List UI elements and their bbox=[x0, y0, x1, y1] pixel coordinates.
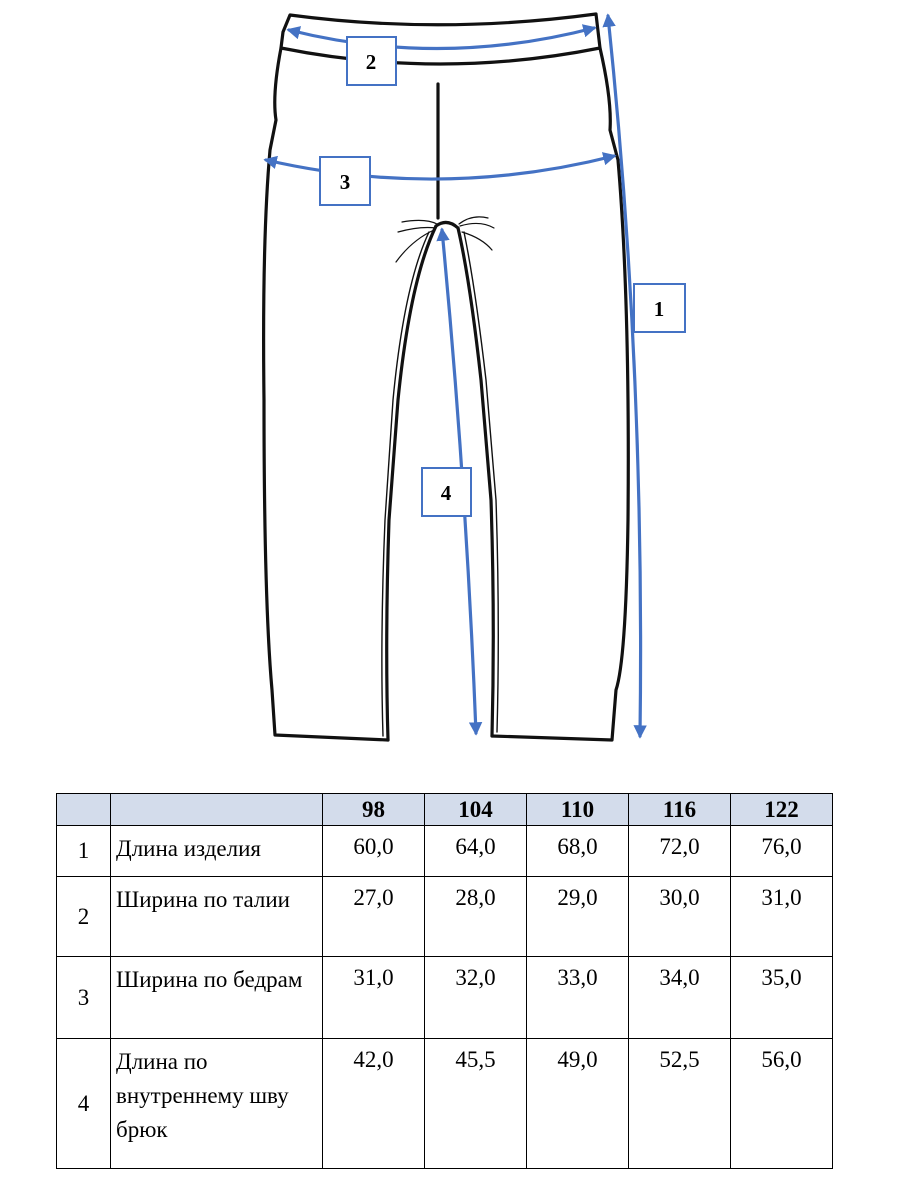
size-value: 76,0 bbox=[731, 826, 833, 877]
row-number: 1 bbox=[57, 826, 111, 877]
measurement-label-3: 3 bbox=[339, 170, 351, 194]
size-value: 45,5 bbox=[425, 1039, 527, 1169]
measurement-label-1: 1 bbox=[653, 297, 665, 321]
header-cell-size: 110 bbox=[527, 794, 629, 826]
parameter-name: Длина по внутреннему шву брюк bbox=[111, 1039, 323, 1169]
size-value: 31,0 bbox=[323, 957, 425, 1039]
size-value: 33,0 bbox=[527, 957, 629, 1039]
size-value: 56,0 bbox=[731, 1039, 833, 1169]
size-value: 27,0 bbox=[323, 877, 425, 957]
right-leg-outer-seam bbox=[492, 48, 628, 740]
header-cell-size: 104 bbox=[425, 794, 527, 826]
row-number: 4 bbox=[57, 1039, 111, 1169]
header-cell-size: 122 bbox=[731, 794, 833, 826]
size-value: 72,0 bbox=[629, 826, 731, 877]
measurement-arrows bbox=[266, 16, 641, 736]
header-cell-size: 98 bbox=[323, 794, 425, 826]
crotch-seam bbox=[436, 222, 458, 228]
size-value: 64,0 bbox=[425, 826, 527, 877]
measurement-arrow-2 bbox=[289, 28, 594, 49]
parameter-name: Ширина по бедрам bbox=[111, 957, 323, 1039]
size-value: 35,0 bbox=[731, 957, 833, 1039]
table-header-row bbox=[57, 794, 833, 826]
header-cell-parameter bbox=[111, 794, 323, 826]
table-row bbox=[57, 826, 833, 877]
measurement-arrow-3 bbox=[266, 156, 614, 179]
left-leg-outer-seam bbox=[264, 48, 388, 740]
size-value: 28,0 bbox=[425, 877, 527, 957]
table-row bbox=[57, 877, 833, 957]
size-value: 68,0 bbox=[527, 826, 629, 877]
parameter-name: Длина изделия bbox=[111, 826, 323, 877]
size-value: 52,5 bbox=[629, 1039, 731, 1169]
size-chart-table bbox=[56, 793, 833, 1169]
size-value: 29,0 bbox=[527, 877, 629, 957]
row-number: 2 bbox=[57, 877, 111, 957]
size-value: 30,0 bbox=[629, 877, 731, 957]
size-value: 34,0 bbox=[629, 957, 731, 1039]
header-cell-size: 116 bbox=[629, 794, 731, 826]
measurement-label-2: 2 bbox=[365, 50, 377, 74]
size-value: 32,0 bbox=[425, 957, 527, 1039]
size-value: 42,0 bbox=[323, 1039, 425, 1169]
size-value: 31,0 bbox=[731, 877, 833, 957]
trousers-outline bbox=[264, 14, 629, 740]
row-number: 3 bbox=[57, 957, 111, 1039]
size-value: 49,0 bbox=[527, 1039, 629, 1169]
parameter-name: Ширина по талии bbox=[111, 877, 323, 957]
size-value: 60,0 bbox=[323, 826, 425, 877]
header-cell-number bbox=[57, 794, 111, 826]
table-row bbox=[57, 957, 833, 1039]
table-row bbox=[57, 1039, 833, 1169]
measurement-label-4: 4 bbox=[440, 481, 452, 505]
